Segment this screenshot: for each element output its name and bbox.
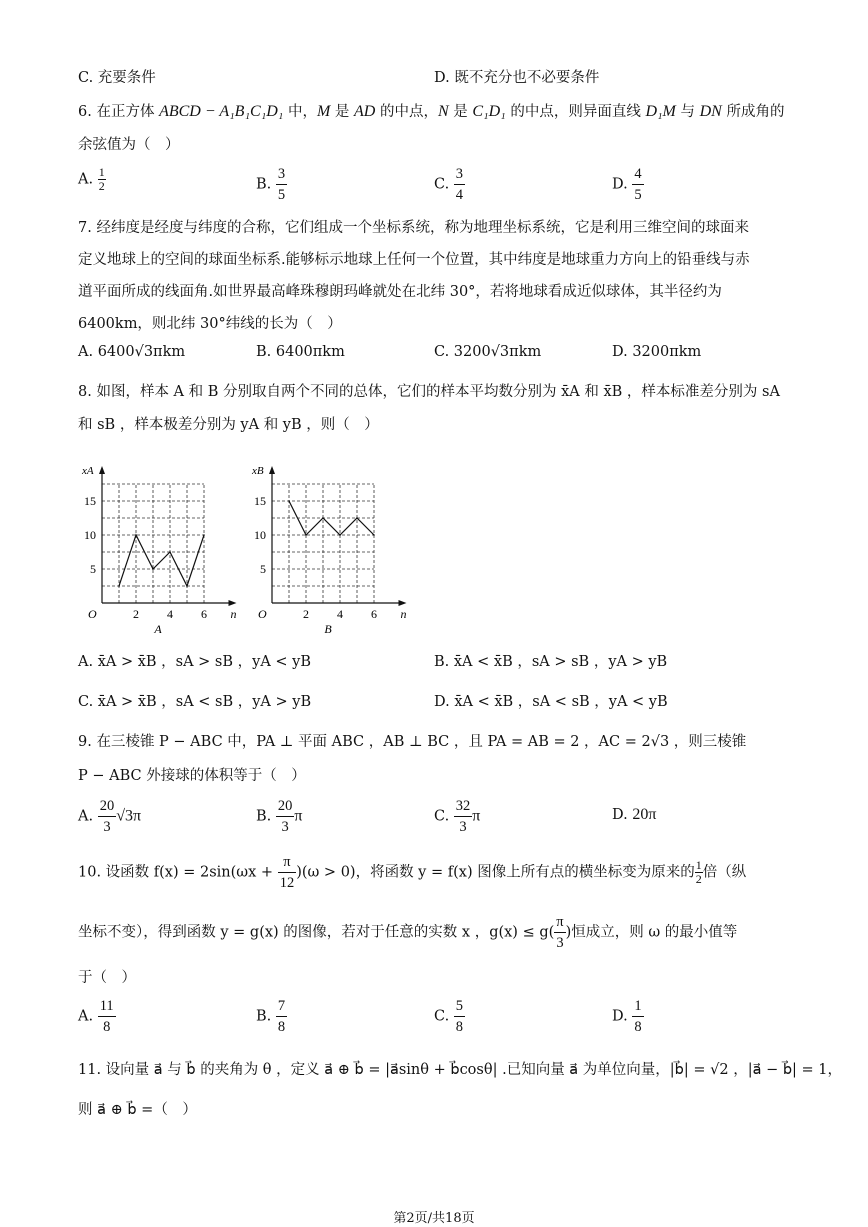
y-tick-label: 10 xyxy=(254,528,266,542)
q7-option-d: D. 3200πkm xyxy=(612,344,702,360)
data-point xyxy=(288,500,290,502)
y-axis-arrow xyxy=(269,466,275,474)
data-point xyxy=(339,534,341,536)
q7-stem-line2: 定义地球上的空间的球面坐标系.能够标示地球上任何一个位置，其中纬度是地球重力方向上的铅垂线与赤 xyxy=(78,252,750,268)
q6-option-d: D. $\frac{4}{5}$ xyxy=(612,166,642,203)
q9-option-b: B. $\frac{20}{3}$ π xyxy=(256,798,303,835)
q11-stem-line1: 11. 设向量 a⃗ 与 b⃗ 的夹角为 θ ，定义 a⃗ ⊕ b⃗ = |a⃗sinθ + b⃗cosθ| .已知向量 a⃗ 为单位向量，|b⃗| = √2 ，|a⃗ − b⃗| = 1， xyxy=(78,1062,843,1078)
q8-option-b: B. x̄A < x̄B ，sA > sB ，yA > yB xyxy=(434,654,668,670)
page-footer: 第2页/共18页 xyxy=(393,1211,475,1226)
q7-stem-line1: 7. 经纬度是经度与纬度的合称，它们组成一个坐标系统，称为地理坐标系统，它是利用三维空间的球面来 xyxy=(78,220,749,236)
x-tick-label: 4 xyxy=(167,607,173,621)
data-point xyxy=(305,534,307,536)
q5-option-d: D. 既不充分也不必要条件 xyxy=(434,70,600,86)
y-tick-label: 5 xyxy=(260,562,266,576)
y-axis-label: xB xyxy=(252,465,264,477)
series-line xyxy=(119,535,204,586)
q7-option-a: A. 6400√3πkm xyxy=(78,344,186,360)
x-axis-label: n xyxy=(400,607,407,621)
x-tick-label: 6 xyxy=(371,607,377,621)
series-line xyxy=(289,501,374,535)
x-axis-label: n xyxy=(230,607,237,621)
data-point xyxy=(186,585,188,587)
chart-a xyxy=(80,445,255,635)
data-point xyxy=(152,568,154,570)
data-point xyxy=(322,517,324,519)
q7-stem-line4: 6400km，则北纬 30°纬线的长为（ ） xyxy=(78,316,342,332)
q9-stem-line1: 9. 在三棱锥 P − ABC 中，PA ⊥ 平面 ABC ，AB ⊥ BC ，且 PA = AB = 2 ，AC = 2√3 ，则三棱锥 xyxy=(78,734,747,750)
q5-option-c: C. 充要条件 xyxy=(78,70,156,86)
x-axis-arrow xyxy=(229,600,237,606)
y-tick-label: 15 xyxy=(254,494,266,508)
origin-label: O xyxy=(258,607,267,621)
chart-title: B xyxy=(324,622,332,635)
y-tick-label: 10 xyxy=(84,528,96,542)
y-axis-arrow xyxy=(99,466,105,474)
q10-option-d: D. $\frac{1}{8}$ xyxy=(612,998,642,1035)
q10-stem-line3: 于（ ） xyxy=(78,970,136,986)
q9-option-a: A. $\frac{20}{3}$ √3π xyxy=(78,798,142,835)
q9-option-c: C. $\frac{32}{3}$ π xyxy=(434,798,481,835)
q8-stem-line2: 和 sB ，样本极差分别为 yA 和 yB ，则（ ） xyxy=(78,417,379,433)
x-tick-label: 2 xyxy=(303,607,309,621)
q10-stem-line2: 坐标不变），得到函数 y = g(x) 的图像，若对于任意的实数 x ，g(x) ≤ g( $\frac{\pi}{3}$ )恒成立，则 ω 的最小值等 xyxy=(78,914,738,951)
q6-option-b: B. $\frac{3}{5}$ xyxy=(256,166,286,203)
data-point xyxy=(373,534,375,536)
q8-option-c: C. x̄A > x̄B ，sA < sB ，yA > yB xyxy=(78,694,312,710)
y-tick-label: 15 xyxy=(84,494,96,508)
data-point xyxy=(118,585,120,587)
q11-stem-line2: 则 a⃗ ⊕ b⃗ =（ ） xyxy=(78,1102,197,1118)
q9-option-d: D. 20π xyxy=(612,806,657,823)
chart-b xyxy=(250,445,425,635)
q10-option-a: A. $\frac{11}{8}$ xyxy=(78,998,114,1035)
chart-title: A xyxy=(154,622,162,635)
x-axis-arrow xyxy=(399,600,407,606)
q10-stem-line1: 10. 设函数 f(x) = 2sin(ωx + $\frac{\pi}{12}$ )(ω > 0)，将函数 y = f(x) 图像上所有点的横坐标变为原来的 $\frac{1}{2}$ 倍（纵 xyxy=(78,854,747,891)
y-axis-label: xA xyxy=(82,465,94,477)
y-tick-label: 5 xyxy=(90,562,96,576)
origin-label: O xyxy=(88,607,97,621)
q6-stem-line2: 余弦值为（ ） xyxy=(78,137,180,153)
q8-option-a: A. x̄A > x̄B ，sA > sB ，yA < yB xyxy=(78,654,312,670)
q6-option-c: C. $\frac{3}{4}$ xyxy=(434,166,464,203)
x-tick-label: 6 xyxy=(201,607,207,621)
q10-option-c: C. $\frac{5}{8}$ xyxy=(434,998,464,1035)
q6-stem-line1: 6. 在正方体 ABCD − A₁B₁C₁D₁ 中，M 是 AD 的中点，N 是 C₁D₁ 的中点，则异面直线 D₁M 与 DN 所成角的 xyxy=(78,103,785,120)
data-point xyxy=(135,534,137,536)
q7-option-c: C. 3200√3πkm xyxy=(434,344,542,360)
q7-option-b: B. 6400πkm xyxy=(256,344,345,360)
x-tick-label: 4 xyxy=(337,607,343,621)
x-tick-label: 2 xyxy=(133,607,139,621)
data-point xyxy=(356,517,358,519)
q6-option-a: A. $\frac{1}{2}$ xyxy=(78,165,105,193)
q8-stem-line1: 8. 如图，样本 A 和 B 分别取自两个不同的总体，它们的样本平均数分别为 x̄A 和 x̄B ，样本标准差分别为 sA xyxy=(78,384,780,400)
q10-option-b: B. $\frac{7}{8}$ xyxy=(256,998,286,1035)
data-point xyxy=(203,534,205,536)
data-point xyxy=(169,551,171,553)
q9-stem-line2: P − ABC 外接球的体积等于（ ） xyxy=(78,768,306,784)
q8-option-d: D. x̄A < x̄B ，sA < sB ，yA < yB xyxy=(434,694,668,710)
q7-stem-line3: 道平面所成的线面角.如世界最高峰珠穆朗玛峰就处在北纬 30°，若将地球看成近似球体，其半径约为 xyxy=(78,284,722,300)
